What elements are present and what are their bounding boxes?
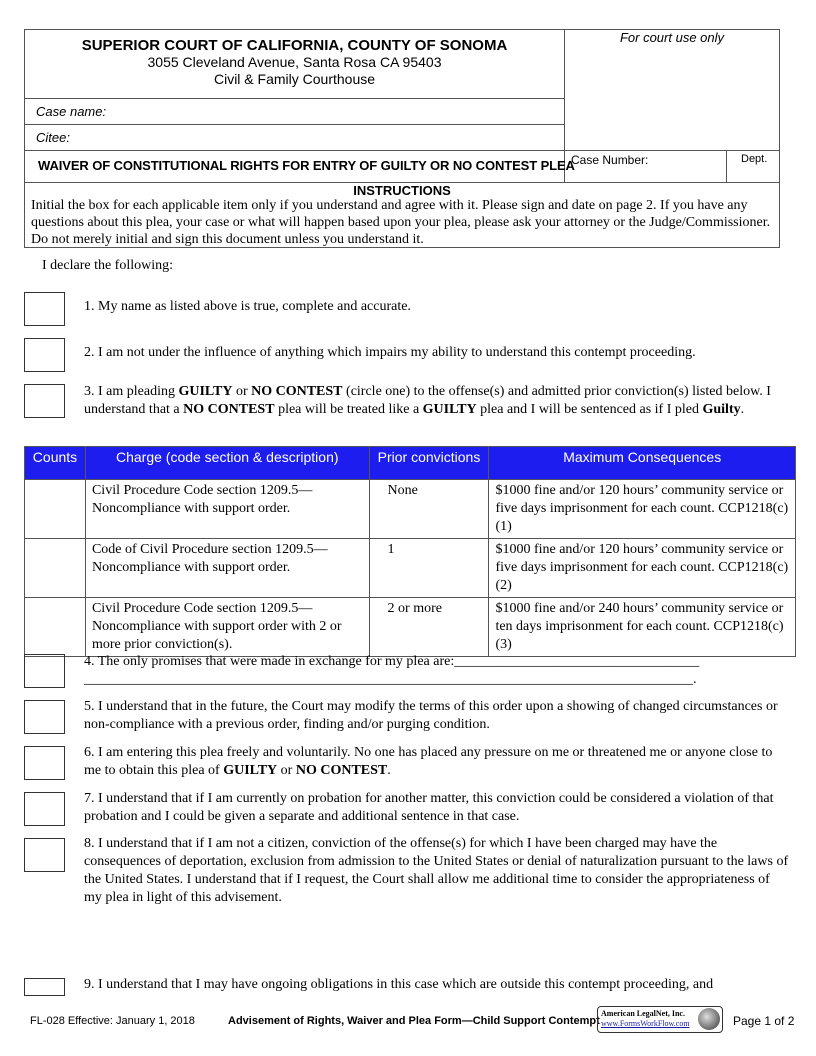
initial-box-6[interactable] [24, 746, 65, 780]
item-9-text: 9. I understand that I may have ongoing obligations in this case which are outside this contempt proceeding, and [84, 977, 714, 992]
item-1-text: 1. My name as listed above is true, complete and accurate. [84, 299, 411, 314]
instructions-box [24, 183, 780, 248]
max-cell: $1000 fine and/or 120 hours’ community service or five days imprisonment for each count. CCP1218(c)(2) [489, 539, 796, 598]
charge-cell: Code of Civil Procedure section 1209.5—Noncompliance with support order. [85, 539, 369, 598]
header-counts: Counts [25, 447, 86, 480]
item-4-answer-line[interactable]: _______________________________________________________________________________________. [84, 672, 697, 687]
globe-icon [698, 1008, 720, 1030]
prior-cell: 1 [369, 539, 489, 598]
item-8-text: 8. I understand that if I am not a citizen, conviction of the offense(s) for which I have been charged may have the consequences of deportation, exclusion from admission to the United States or denial of naturalization pursuant to the laws of the United States. I understand that if I request, the Court shall allow me additional time to consider the appropriateness of my plea in light of this advisement. [84, 836, 789, 905]
dept-divider [726, 150, 727, 183]
citee-label: Citee: [36, 130, 70, 145]
form-name: Advisement of Rights, Waiver and Plea Form—Child Support Contempt [228, 1015, 600, 1027]
dept-label: Dept. [741, 153, 768, 165]
form-title: WAIVER OF CONSTITUTIONAL RIGHTS FOR ENTRY OF GUILTY OR NO CONTEST PLEA [38, 158, 575, 173]
initial-box-1[interactable] [24, 292, 65, 326]
instructions-title: INSTRUCTIONS [353, 183, 451, 198]
prior-cell: 2 or more [369, 598, 489, 657]
charge-cell: Civil Procedure Code section 1209.5—Noncompliance with support order with 2 or more prior conviction(s). [85, 598, 369, 657]
form-id: FL-028 Effective: January 1, 2018 [30, 1015, 195, 1027]
prior-cell: None [369, 480, 489, 539]
logo-line-1: American LegalNet, Inc. [601, 1009, 685, 1018]
initial-box-3[interactable] [24, 384, 65, 418]
item-5-text: 5. I understand that in the future, the Court may modify the terms of this order upon a showing of changed circumstances or non-compliance with a previous order, finding and/or purging condition. [84, 699, 778, 732]
counts-cell[interactable] [25, 598, 86, 657]
table-row [25, 480, 796, 539]
item-2-text: 2. I am not under the influence of anything which impairs my ability to understand this contempt proceeding. [84, 345, 696, 360]
courthouse-name: Civil & Family Courthouse [213, 71, 376, 87]
header-charge: Charge (code section & description) [85, 447, 369, 480]
item-4-text: 4. The only promises that were made in exchange for my plea are:___________________________________ [84, 654, 700, 669]
page-number: Page 1 of 2 [733, 1014, 795, 1028]
table-row [25, 539, 796, 598]
initial-box-7[interactable] [24, 792, 65, 826]
counts-cell[interactable] [25, 480, 86, 539]
court-name: SUPERIOR COURT OF CALIFORNIA, COUNTY OF SONOMA [81, 37, 508, 54]
item-3-text: 3. I am pleading GUILTY or NO CONTEST (circle one) to the offense(s) and admitted prior conviction(s) listed below. I understand that a NO CONTEST plea will be treated like a GUILTY plea and I will be sentenced as if I pled Guilty. [84, 384, 771, 417]
header-max: Maximum Consequences [489, 447, 796, 480]
logo-line-2: www.FormsWorkFlow.com [601, 1019, 690, 1028]
item-6-text: 6. I am entering this plea freely and voluntarily. No one has placed any pressure on me or threatened me or anyone close to me to obtain this plea of GUILTY or NO CONTEST. [84, 745, 773, 778]
case-number-label: Case Number: [571, 153, 649, 167]
case-name-label: Case name: [36, 104, 107, 119]
initial-box-9[interactable] [24, 978, 65, 996]
initial-box-4[interactable] [24, 654, 65, 688]
max-cell: $1000 fine and/or 240 hours’ community service or ten days imprisonment for each count. CCP1218(c)(3) [489, 598, 796, 657]
legalnet-logo[interactable] [597, 1006, 723, 1033]
court-address: 3055 Cleveland Avenue, Santa Rosa CA 95403 [147, 54, 442, 70]
counts-table [24, 446, 796, 657]
header-line-3 [24, 150, 780, 151]
initial-box-5[interactable] [24, 700, 65, 734]
header-line-2 [24, 124, 565, 125]
court-block [24, 29, 565, 99]
item-7-text: 7. I understand that if I am currently on probation for another matter, this conviction could be considered a violation of that probation and I could be given a separate and additional sentence in that case. [84, 791, 774, 824]
instructions-text: Initial the box for each applicable item only if you understand and agree with it. Please sign and date on page 2. If you have any questions about this plea, your case or what will happen based upon your plea, please ask your attorney or the Judge/Commissioner. Do not merely initial and sign this document unless you understand it. [31, 198, 771, 247]
court-use-label: For court use only [619, 30, 725, 45]
table-row [25, 598, 796, 657]
max-cell: $1000 fine and/or 120 hours’ community service or five days imprisonment for each count. CCP1218(c)(1) [489, 480, 796, 539]
initial-box-8[interactable] [24, 838, 65, 872]
charge-cell: Civil Procedure Code section 1209.5—Noncompliance with support order. [85, 480, 369, 539]
header-prior: Prior convictions [369, 447, 489, 480]
initial-box-2[interactable] [24, 338, 65, 372]
counts-cell[interactable] [25, 539, 86, 598]
declare-text: I declare the following: [42, 258, 174, 273]
header-line-1 [24, 98, 565, 99]
